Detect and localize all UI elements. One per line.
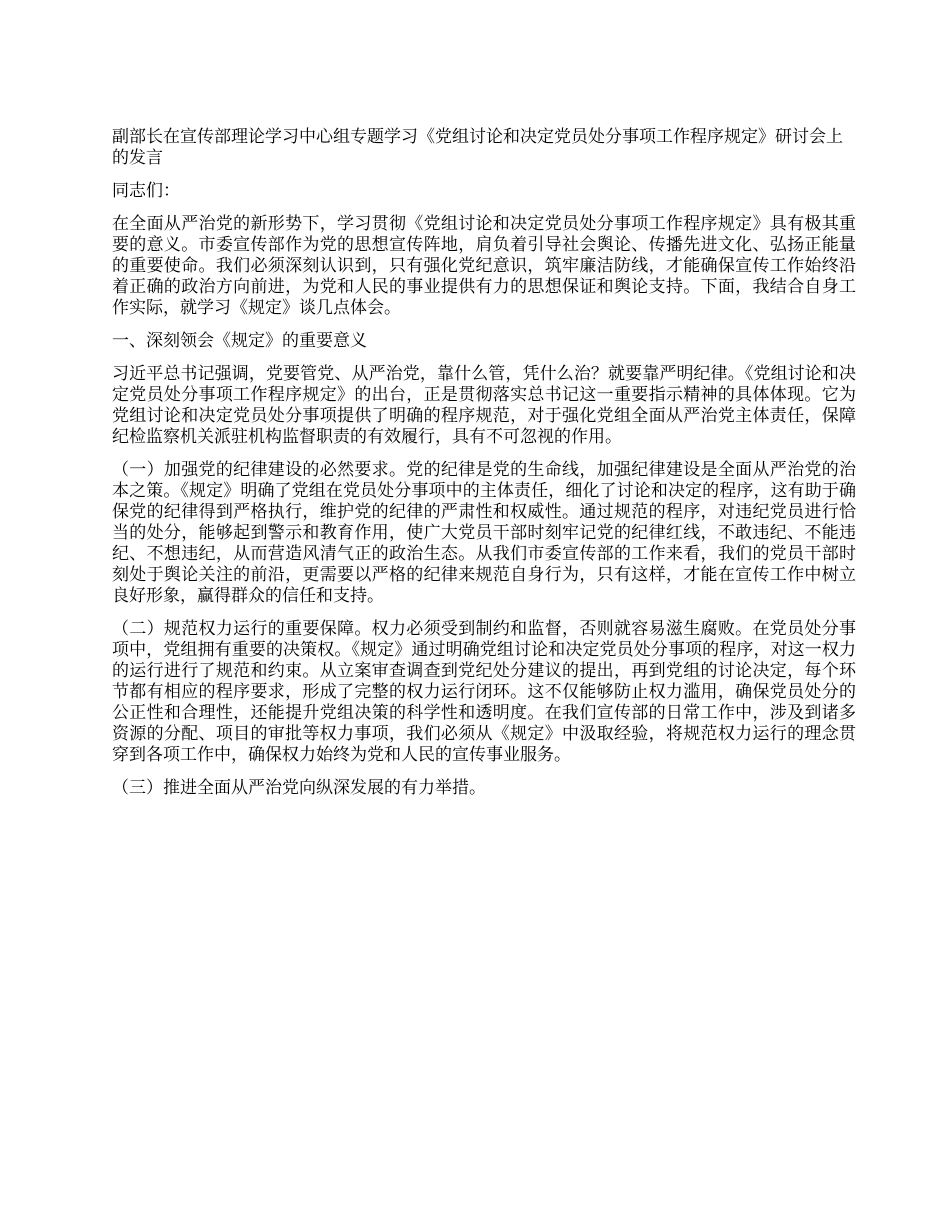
paragraph-subsection-2: （二）规范权力运行的重要保障。权力必须受到制约和监督，否则就容易滋生腐败。在党员处分事项中，党组拥有重要的决策权。《规定》通过明确党组讨论和决定党员处分事项的程序，对这一权力的运行进行了规范和约束。从立案审查调查到党纪处分建议的提出，再到党组的讨论决定，每个环节都有相应的程序要求，形成了完整的权力运行闭环。这不仅能够防止权力滥用，确保党员处分的公正性和合理性，还能提升党组决策的科学性和透明度。在我们宣传部的日常工作中，涉及到诸多资源的分配、项目的审批等权力事项，我们必须从《规定》中汲取经验，将规范权力运行的理念贯穿到各项工作中，确保权力始终为党和人民的宣传事业服务。 [112, 619, 856, 765]
section-heading-1: 一、深刻领会《规定》的重要意义 [112, 331, 367, 351]
document-title: 副部长在宣传部理论学习中心组专题学习《党组讨论和决定党员处分事项工作程序规定》研讨会上的发言 [112, 127, 843, 168]
salutation: 同志们： [112, 181, 180, 201]
document-page [112, 127, 856, 811]
paragraph-subsection-3: （三）推进全面从严治党向纵深发展的有力举措。 [112, 778, 486, 798]
paragraph-intro: 在全面从严治党的新形势下，学习贯彻《党组讨论和决定党员处分事项工作程序规定》具有极其重要的意义。市委宣传部作为党的思想宣传阵地，肩负着引导社会舆论、传播先进文化、弘扬正能量的重要使命。我们必须深刻认识到，只有强化党纪意识，筑牢廉洁防线，才能确保宣传工作始终沿着正确的政治方向前进，为党和人民的事业提供有力的思想保证和舆论支持。下面，我结合自身工作实际，就学习《规定》谈几点体会。 [112, 214, 856, 318]
paragraph-subsection-1: （一）加强党的纪律建设的必然要求。党的纪律是党的生命线，加强纪律建设是全面从严治党的治本之策。《规定》明确了党组在党员处分事项中的主体责任，细化了讨论和决定的程序，这有助于确保党的纪律得到严格执行，维护党的纪律的严肃性和权威性。通过规范的程序，对违纪党员进行恰当的处分，能够起到警示和教育作用，使广大党员干部时刻牢记党的纪律红线，不敢违纪、不能违纪、不想违纪，从而营造风清气正的政治生态。从我们市委宣传部的工作来看，我们的党员干部时刻处于舆论关注的前沿，更需要以严格的纪律来规范自身行为，只有这样，才能在宣传工作中树立良好形象，赢得群众的信任和支持。 [112, 460, 856, 606]
paragraph-section-1: 习近平总书记强调，党要管党、从严治党，靠什么管，凭什么治？就要靠严明纪律。《党组讨论和决定党员处分事项工作程序规定》的出台，正是贯彻落实总书记这一重要指示精神的具体体现。它为党组讨论和决定党员处分事项提供了明确的程序规范，对于强化党组全面从严治党主体责任，保障纪检监察机关派驻机构监督职责的有效履行，具有不可忽视的作用。 [112, 364, 856, 447]
